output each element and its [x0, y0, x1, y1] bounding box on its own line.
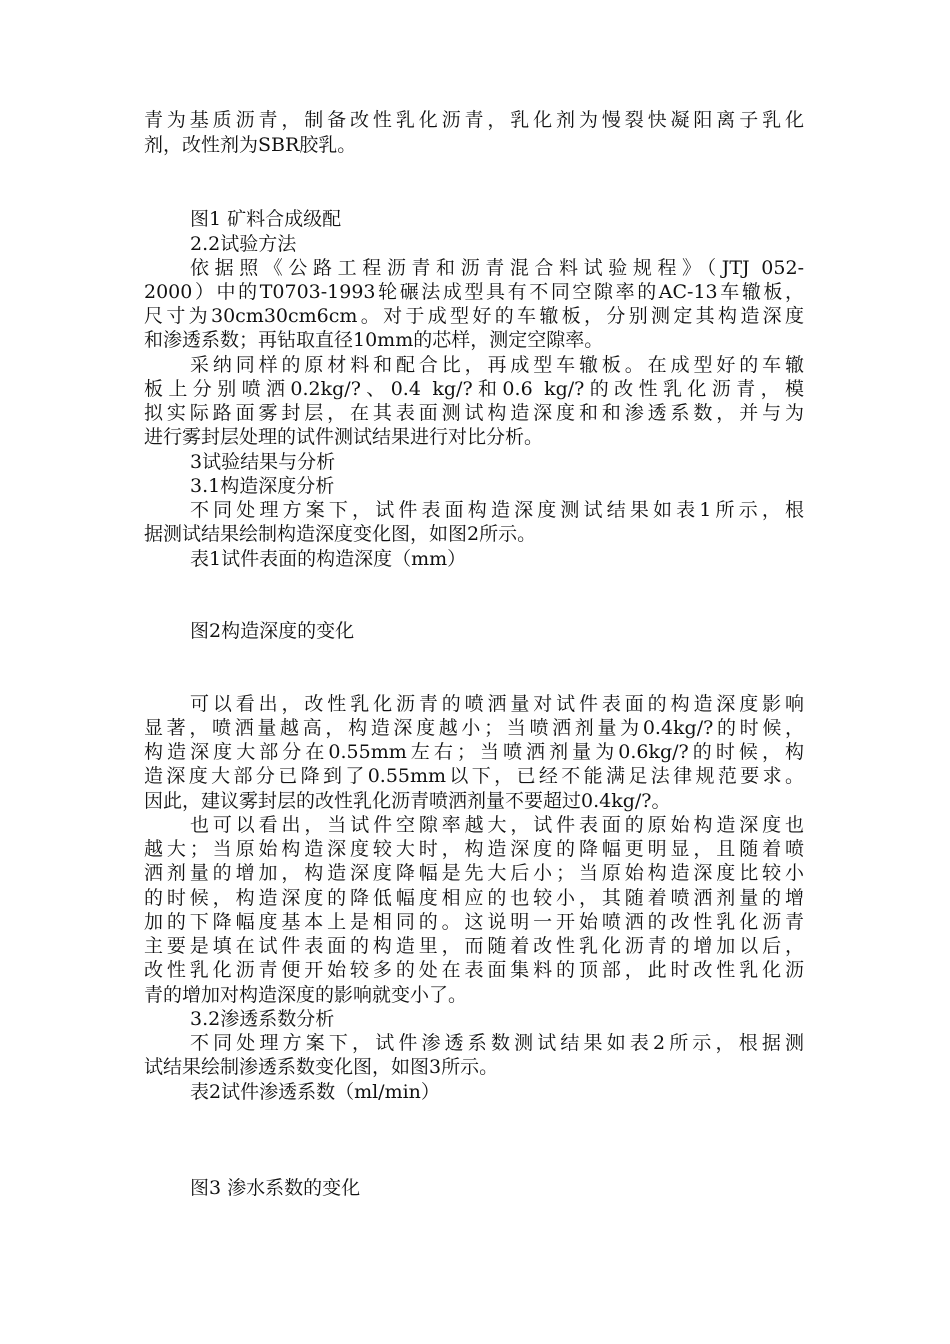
text-line-p0-l2: 剂，改性剂为SBR胶乳。	[144, 134, 357, 156]
text-line-p4-l4: 造深度大部分已降到了0.55mm以下，已经不能满足法律规范要求。	[144, 765, 804, 787]
text-line-p2-l2: 板上分别喷洒0.2kg/?、0.4 kg/?和0.6 kg/?的改性乳化沥青，模	[144, 378, 804, 400]
text-line-p5-l4: 的时候，构造深度的降低幅度相应的也较小，其随着喷洒剂量的增	[144, 887, 804, 909]
text-line-p4-l3: 构造深度大部分在0.55mm左右；当喷洒剂量为0.6kg/?的时候，构	[144, 741, 804, 763]
text-line-p5-l3: 洒剂量的增加，构造深度降幅是先大后小；当原始构造深度比较小	[144, 862, 804, 884]
text-line-p5-l1: 也可以看出，当试件空隙率越大，试件表面的原始构造深度也	[190, 814, 804, 836]
text-line-p6-l2: 试结果绘制渗透系数变化图，如图3所示。	[144, 1056, 499, 1078]
text-line-p1-l4: 和渗透系数；再钻取直径10mm的芯样，测定空隙率。	[144, 329, 604, 351]
text-line-heading-3-2: 3.2渗透系数分析	[190, 1008, 335, 1030]
text-line-p0-l1: 青为基质沥青，制备改性乳化沥青，乳化剂为慢裂快凝阳离子乳化	[144, 109, 804, 131]
text-line-p5-l5: 加的下降幅度基本上是相同的。这说明一开始喷洒的改性乳化沥青	[144, 911, 804, 933]
text-line-table1-caption: 表1试件表面的构造深度（mm）	[190, 548, 467, 570]
text-line-heading-3-1: 3.1构造深度分析	[190, 475, 335, 497]
text-line-p1-l2: 2000）中的T0703-1993轮碾法成型具有不同空隙率的AC-13车辙板，	[144, 281, 804, 303]
text-line-p1-l3: 尺寸为30cm30cm6cm。对于成型好的车辙板，分别测定其构造深度	[144, 305, 804, 327]
text-line-p3-l2: 据测试结果绘制构造深度变化图，如图2所示。	[144, 523, 537, 545]
text-line-heading-3: 3试验结果与分析	[190, 451, 336, 473]
text-line-fig1-caption: 图1 矿料合成级配	[190, 208, 342, 230]
text-line-p3-l1: 不同处理方案下，试件表面构造深度测试结果如表1所示，根	[190, 499, 804, 521]
text-line-p2-l3: 拟实际路面雾封层，在其表面测试构造深度和和渗透系数，并与为	[144, 402, 804, 424]
text-line-p4-l5: 因此，建议雾封层的改性乳化沥青喷洒剂量不要超过0.4kg/?。	[144, 790, 671, 812]
text-line-fig3-caption: 图3 渗水系数的变化	[190, 1177, 361, 1199]
text-line-p2-l1: 采纳同样的原材料和配合比，再成型车辙板。在成型好的车辙	[190, 354, 804, 376]
text-line-p5-l2: 越大；当原始构造深度较大时，构造深度的降幅更明显，且随着喷	[144, 838, 804, 860]
text-line-p4-l2: 显著，喷洒量越高，构造深度越小；当喷洒剂量为0.4kg/?的时候，	[144, 717, 804, 739]
text-line-p6-l1: 不同处理方案下，试件渗透系数测试结果如表2所示，根据测	[190, 1032, 804, 1054]
text-line-p4-l1: 可以看出，改性乳化沥青的喷洒量对试件表面的构造深度影响	[190, 693, 804, 715]
text-line-p5-l7: 改性乳化沥青便开始较多的处在表面集料的顶部，此时改性乳化沥	[144, 959, 804, 981]
text-line-p2-l4: 进行雾封层处理的试件测试结果进行对比分析。	[144, 426, 544, 448]
text-line-p1-l1: 依据照《公路工程沥青和沥青混合料试验规程》（JTJ 052-	[190, 257, 804, 279]
text-line-table2-caption: 表2试件渗透系数（ml/min）	[190, 1081, 440, 1103]
text-line-fig2-caption: 图2构造深度的变化	[190, 620, 355, 642]
text-line-heading-2-2: 2.2试验方法	[190, 233, 297, 255]
text-line-p5-l8: 青的增加对构造深度的影响就变小了。	[144, 984, 468, 1006]
text-line-p5-l6: 主要是填在试件表面的构造里，而随着改性乳化沥青的增加以后，	[144, 935, 804, 957]
